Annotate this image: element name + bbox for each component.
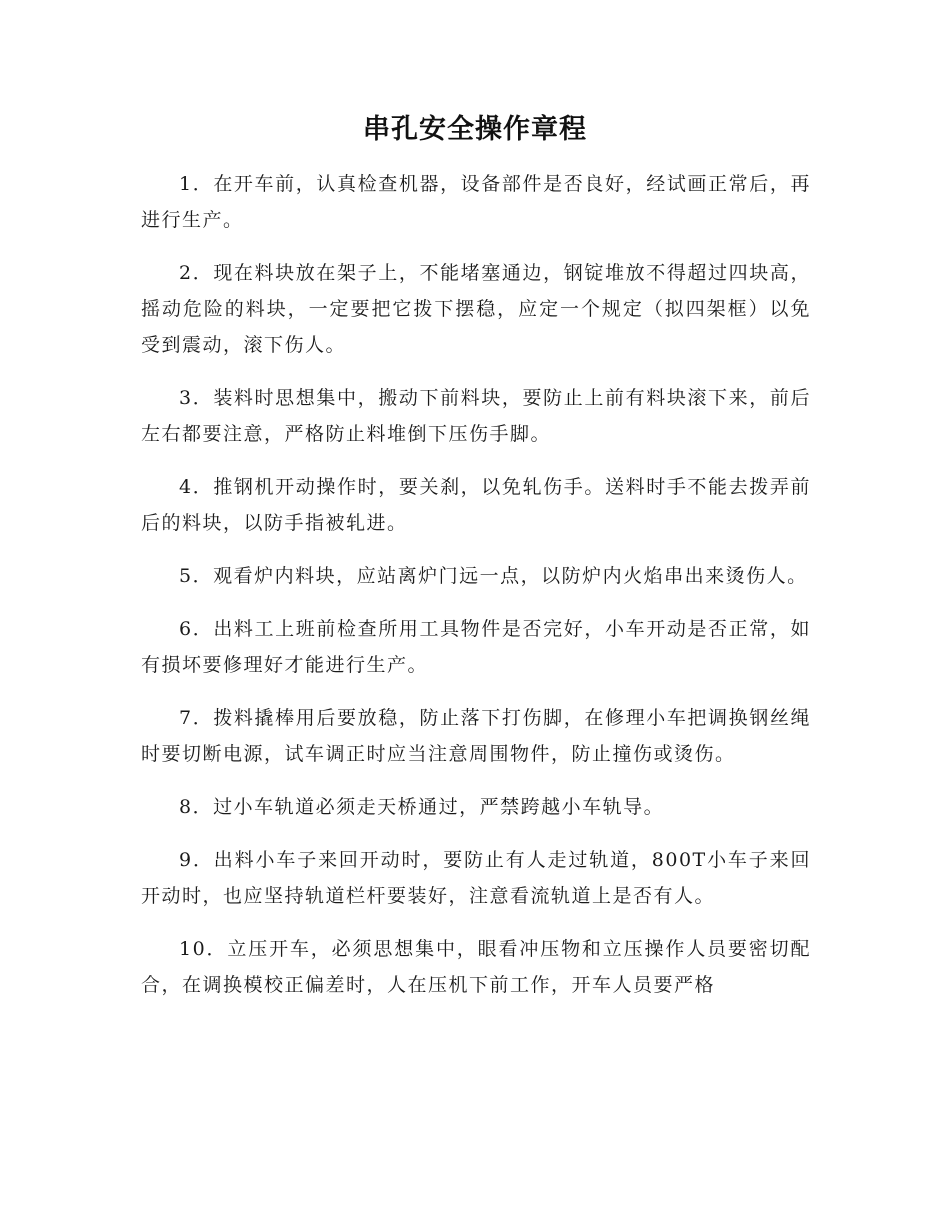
paragraph-10: 10．立压开车，必须思想集中，眼看冲压物和立压操作人员要密切配合，在调换模校正偏差时，人在压机下前工作，开车人员要严格 xyxy=(141,938,811,996)
paragraph-4: 4．推钢机开动操作时，要关刹，以免轧伤手。送料时手不能去拨弄前后的料块，以防手指被轧进。 xyxy=(141,476,811,534)
document-body xyxy=(141,166,811,1020)
paragraph-5: 5．观看炉内料块，应站离炉门远一点，以防炉内火焰串出来烫伤人。 xyxy=(179,565,808,587)
paragraph-7: 7．拨料撬棒用后要放稳，防止落下打伤脚，在修理小车把调换钢丝绳时要切断电源，试车调正时应当注意周围物件，防止撞伤或烫伤。 xyxy=(141,707,811,765)
document-title: 串孔安全操作章程 xyxy=(363,114,587,145)
paragraph-6: 6．出料工上班前检查所用工具物件是否完好，小车开动是否正常，如有损坏要修理好才能进行生产。 xyxy=(141,618,811,676)
paragraph-1: 1．在开车前，认真检查机器，设备部件是否良好，经试画正常后，再进行生产。 xyxy=(141,173,811,231)
paragraph-3: 3．装料时思想集中，搬动下前料块，要防止上前有料块滚下来，前后左右都要注意，严格防止料堆倒下压伤手脚。 xyxy=(141,387,811,445)
paragraph-9: 9．出料小车子来回开动时，要防止有人走过轨道，800T小车子来回开动时，也应坚持轨道栏杆要装好，注意看流轨道上是否有人。 xyxy=(141,849,811,907)
paragraph-8: 8．过小车轨道必须走天桥通过，严禁跨越小车轨导。 xyxy=(179,796,665,818)
paragraph-2: 2．现在料块放在架子上，不能堵塞通边，钢锭堆放不得超过四块高，摇动危险的料块，一定要把它拨下摆稳，应定一个规定（拟四架框）以免受到震动，滚下伤人。 xyxy=(141,262,811,356)
